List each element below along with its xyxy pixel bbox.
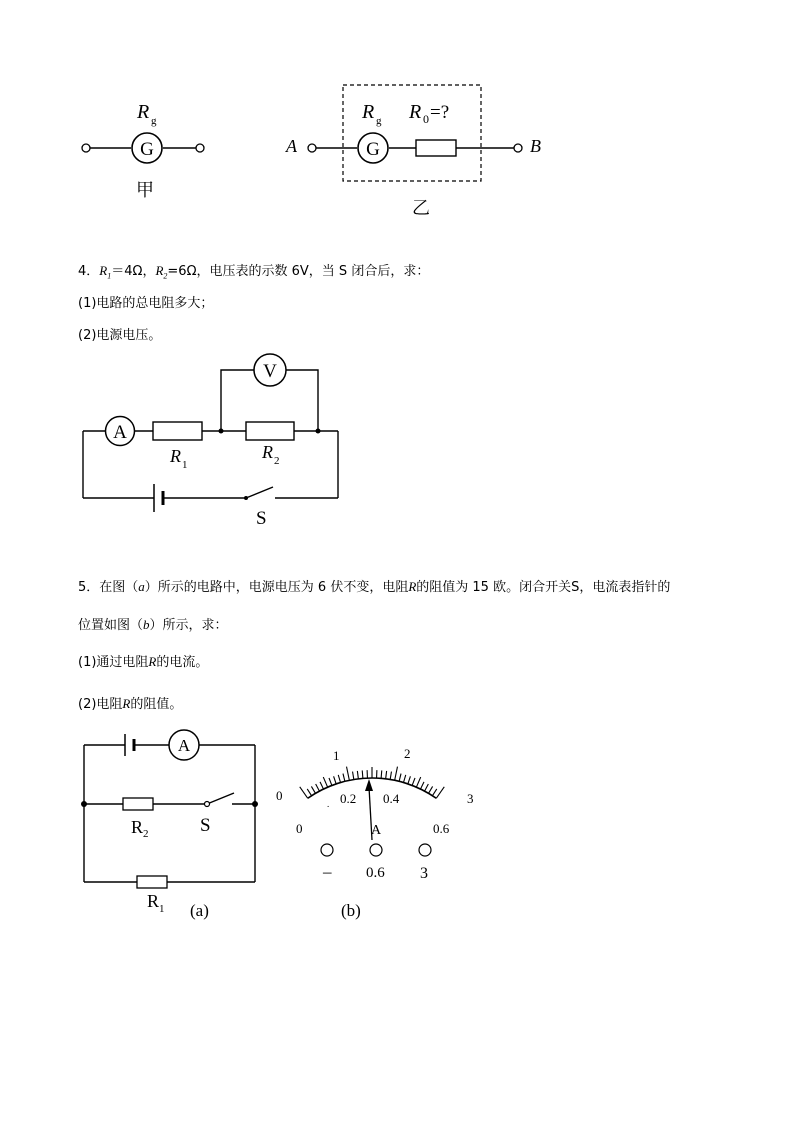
dial-tick [323, 777, 327, 787]
figure-q5-dial [276, 746, 474, 920]
r0-label: R [409, 101, 422, 123]
q5-sub2 [78, 693, 182, 712]
r2-label: R [262, 442, 273, 462]
dial-tick [300, 787, 308, 798]
caption-a: (a) [190, 901, 209, 920]
r2-sub: 2 [143, 828, 149, 840]
dial-tick [329, 778, 332, 785]
dial-tick [390, 772, 391, 780]
upper-scale-3: 3 [467, 791, 474, 806]
junction-dot [252, 801, 258, 807]
q4-r2-sym: R [155, 263, 164, 278]
svg-text:.: . [327, 799, 330, 809]
q5-sub1 [78, 651, 208, 670]
s-label: S [200, 815, 211, 836]
q5-line1-c: 的阻值为 15 欧。闭合开关S，电流表指针的 [416, 580, 671, 595]
q4-r1-sym: R [99, 263, 108, 278]
lower-scale-2: 0.4 [383, 791, 400, 806]
q5-sub2-b: 的阻值。 [130, 697, 183, 712]
resistor-r1 [153, 422, 202, 440]
q5-sub2-r: R [122, 696, 131, 711]
resistor-r2 [246, 422, 294, 440]
dial-tick [381, 770, 382, 778]
dial-tick [362, 770, 363, 778]
q4-r1-val: ＝4Ω， [111, 264, 156, 279]
terminal-0-6-label: 0.6 [366, 865, 385, 881]
terminal-3-label: 3 [420, 865, 428, 882]
dial-tick [436, 787, 444, 798]
unit-label: A [371, 823, 382, 838]
r1-label: R [147, 891, 160, 911]
terminal-b [514, 144, 522, 152]
a-label: A [113, 422, 127, 443]
dial-tick [403, 775, 405, 783]
resistor-r2 [123, 798, 153, 810]
terminal-left [82, 144, 90, 152]
q5-line1-a-ital: a [138, 579, 145, 594]
dial-tick [347, 767, 350, 781]
s-label: S [256, 508, 267, 529]
terminal-a [308, 144, 316, 152]
lower-scale-0: 0 [296, 821, 303, 836]
caption-yi: 乙 [412, 198, 430, 219]
lower-scale-1: 0.2 [340, 791, 357, 806]
dial-tick [395, 767, 398, 781]
dial-tick [338, 775, 340, 783]
upper-scale-2: 2 [404, 746, 411, 761]
q5-sub2-a: (2)电阻 [78, 697, 123, 712]
q5-line1-a: 5．在图（ [78, 580, 139, 595]
dial-tick [408, 776, 411, 784]
q5-line1-b: ）所示的电路中，电源电压为 6 伏不变，电阻 [144, 580, 409, 595]
g-label: G [366, 139, 380, 160]
r1-label: R [170, 446, 181, 466]
dial-tick [353, 772, 354, 780]
q5-line2 [78, 614, 228, 633]
dial-tick [429, 786, 433, 793]
label-a: A [286, 136, 297, 156]
upper-scale-1: 1 [333, 748, 340, 763]
caption-jia: 甲 [136, 180, 154, 201]
q4-r2-sub: 2 [163, 271, 168, 281]
dial-ticks [300, 767, 445, 799]
lower-scale-3: 0.6 [433, 821, 450, 836]
rg-label: R [362, 101, 375, 123]
switch-contact [205, 802, 210, 807]
label-b: B [530, 136, 541, 156]
rg-label: R [137, 101, 150, 123]
figure-q4-circuit [0, 350, 794, 535]
dial-tick [316, 784, 320, 791]
figure-galvanometer [0, 0, 794, 240]
figure-jia [82, 101, 204, 201]
dial-tick [386, 771, 387, 779]
q5-line2-b-ital: b [143, 617, 150, 632]
q5-sub1-r: R [148, 654, 157, 669]
figure-q5 [0, 720, 794, 930]
resistor-r1 [137, 876, 167, 888]
r2-sub: 2 [274, 455, 280, 467]
dial-tick [416, 777, 420, 787]
dial-tick [320, 782, 323, 789]
dial-tick [334, 776, 337, 784]
dial-tick [399, 774, 401, 782]
q4-line [78, 260, 429, 281]
dial-tick [412, 778, 415, 785]
q5-line2-c: ）所示，求： [149, 618, 228, 633]
dial-tick [432, 789, 436, 796]
q5-line2-a: 位置如图（ [78, 618, 144, 633]
q5-sub1-b: 的电流。 [156, 655, 209, 670]
dial-tick [425, 784, 429, 791]
switch-contact [244, 496, 248, 500]
terminal-right [196, 144, 204, 152]
dial-tick [307, 789, 311, 796]
junction-dot [219, 429, 224, 434]
dashed-box [343, 85, 481, 181]
caption-b: (b) [341, 901, 361, 920]
junction-dot [316, 429, 321, 434]
q4-r2-val: =6Ω，电压表的示数 6V，当 S 闭合后，求： [167, 264, 430, 279]
upper-scale-0: 0 [276, 788, 283, 803]
q4-sub1: (1)电路的总电阻多大； [78, 296, 214, 311]
q5-line1-r: R [408, 579, 417, 594]
figure-yi [285, 85, 541, 219]
q5-line1 [78, 576, 670, 595]
terminal-neg [321, 844, 333, 856]
junction-dot [81, 801, 87, 807]
q4-r1-sub: 1 [107, 271, 112, 281]
dial-tick [421, 782, 424, 789]
terminal-neg-label: – [323, 862, 332, 881]
a-label: A [177, 736, 191, 755]
resistor-r0 [416, 140, 456, 156]
r2-label: R [131, 817, 144, 837]
rg-sub: g [376, 115, 382, 127]
q4-number: 4． [78, 264, 100, 279]
r1-sub: 1 [159, 903, 165, 915]
terminal-0-6 [370, 844, 382, 856]
r0-suffix: =? [430, 102, 450, 123]
r1-sub: 1 [182, 459, 188, 471]
v-label: V [263, 361, 277, 382]
dial-tick [357, 771, 358, 779]
q5-sub1-a: (1)通过电阻 [78, 655, 149, 670]
rg-sub: g [151, 115, 157, 127]
r0-sub: 0 [423, 112, 429, 126]
dial-tick [311, 786, 315, 793]
needle-arrowhead [365, 779, 373, 791]
dial-tick [343, 774, 345, 782]
figure-q5-circuit [81, 730, 258, 920]
q4-sub2: (2)电源电压。 [78, 328, 162, 343]
terminal-3 [419, 844, 431, 856]
g-label: G [140, 139, 154, 160]
